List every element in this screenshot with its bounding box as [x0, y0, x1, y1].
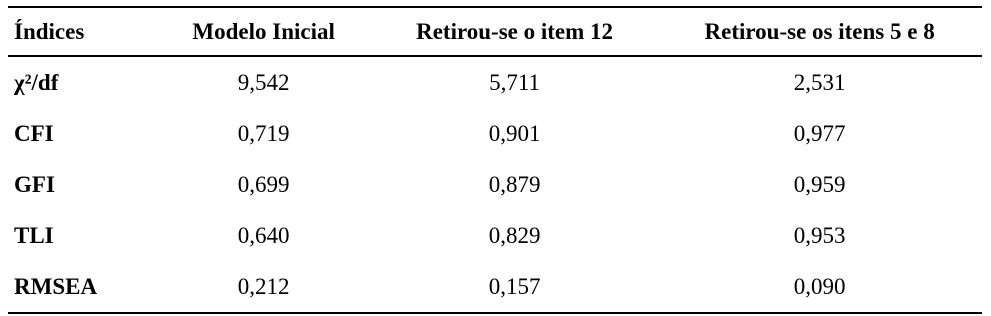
cell-value: 0,212 — [237, 273, 290, 299]
header-modelo-inicial: Modelo Inicial — [192, 18, 335, 44]
row-label-rmsea: RMSEA — [14, 273, 98, 299]
cell-value: 0,959 — [793, 171, 846, 197]
cell-value: 5,711 — [489, 69, 541, 95]
cell-value: 0,640 — [237, 222, 290, 248]
table-row — [8, 261, 982, 313]
table-header — [8, 7, 982, 56]
header-row — [8, 7, 982, 56]
table-row — [8, 56, 982, 108]
table-body — [8, 56, 982, 313]
cell-value: 0,719 — [237, 120, 290, 146]
cell-value: 0,977 — [793, 120, 846, 146]
row-label-cfi: CFI — [14, 120, 54, 146]
row-label-chi2-df: χ²/df — [14, 69, 59, 95]
cell-value: 0,829 — [488, 222, 541, 248]
cell-value: 0,699 — [237, 171, 290, 197]
cell-value: 0,090 — [793, 273, 846, 299]
table-row — [8, 159, 982, 210]
cell-value: 2,531 — [793, 69, 846, 95]
fit-indices-table — [8, 6, 982, 314]
row-label-tli: TLI — [14, 222, 54, 248]
cell-value: 9,542 — [237, 69, 290, 95]
cell-value: 0,157 — [488, 273, 541, 299]
header-retirou-item-12: Retirou-se o item 12 — [416, 18, 614, 44]
table-row — [8, 210, 982, 261]
header-indices: Índices — [14, 18, 85, 44]
cell-value: 0,879 — [488, 171, 541, 197]
header-retirou-itens-5-8: Retirou-se os itens 5 e 8 — [704, 18, 935, 44]
cell-value: 0,901 — [488, 120, 541, 146]
table-row — [8, 108, 982, 159]
row-label-gfi: GFI — [14, 171, 55, 197]
cell-value: 0,953 — [793, 222, 846, 248]
